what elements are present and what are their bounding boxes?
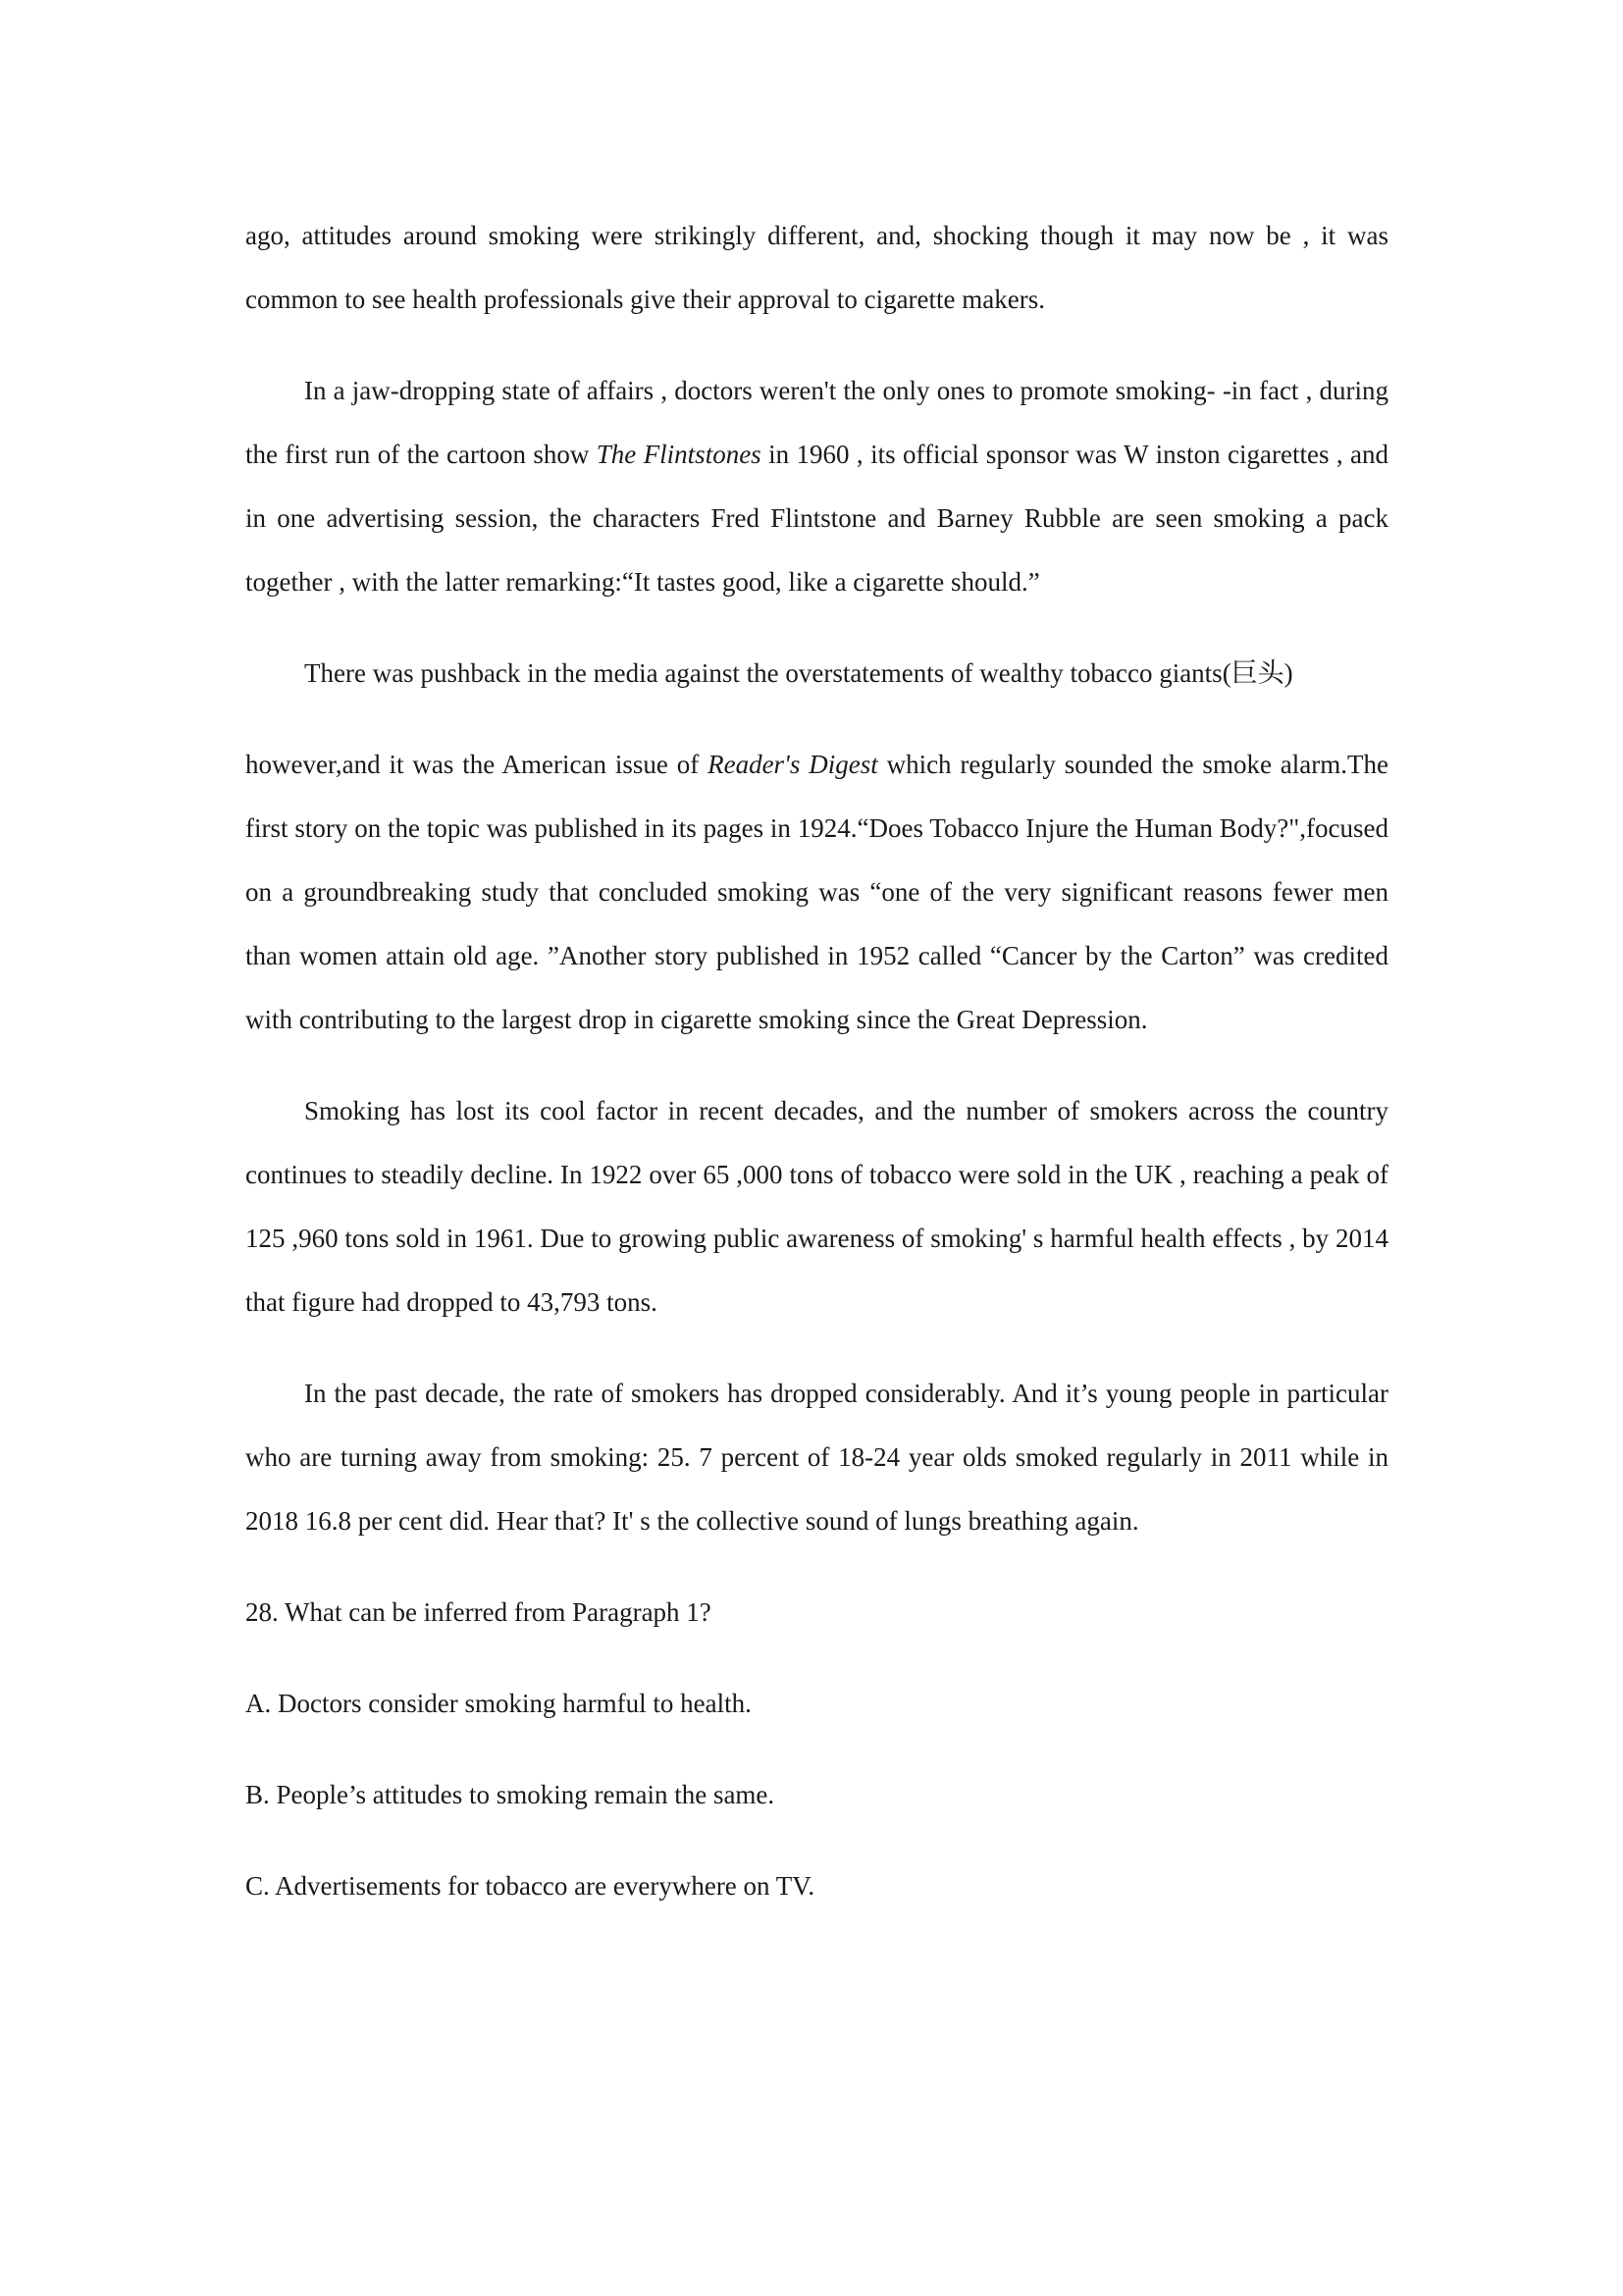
paragraph-1 bbox=[245, 359, 1388, 614]
paragraph-2-first-line: There was pushback in the media against the overstatements of wealthy tobacco giants(巨头) bbox=[304, 658, 1293, 688]
magazine-title: Reader's Digest bbox=[707, 750, 878, 779]
option-a: A. Doctors consider smoking harmful to health. bbox=[245, 1689, 752, 1718]
option-c: C. Advertisements for tobacco are everywhere on TV. bbox=[245, 1871, 815, 1901]
paragraph-2-continuation bbox=[245, 733, 1388, 1052]
paragraph-4: In the past decade, the rate of smokers has dropped considerably. And it’s young people in particular who are turning away from smoking: 25. 7 percent of 18-24 year olds smoked regularly in 2011 while in 2018 16.8 per cent did. Hear that? It' s the collective sound of lungs breathing again. bbox=[245, 1379, 1388, 1536]
document-page bbox=[245, 204, 1388, 1946]
question-stem: 28. What can be inferred from Paragraph 1? bbox=[245, 1597, 711, 1627]
show-title: The Flintstones bbox=[596, 440, 761, 469]
option-b: B. People’s attitudes to smoking remain the same. bbox=[245, 1780, 775, 1809]
paragraph-2-text-b: which regularly sounded the smoke alarm.The first story on the topic was published in its pages in 1924.“Does Tobacco Injure the Human Body?",focused on a groundbreaking study that concluded smoking was “one of the very significant reasons fewer men than women attain old age. ”Another story published in 1952 called “Cancer by the Carton” was credited with contributing to the largest drop in cigarette smoking since the Great Depression. bbox=[245, 750, 1388, 1034]
paragraph-2-text-a: however,and it was the American issue of bbox=[245, 750, 708, 779]
paragraph-1-text-b: in 1960 , its official sponsor was W inston cigarettes , and in one advertising session, the characters Fred Flintstone and Barney Rubble are seen smoking a pack together , with the latter remarking:“It tastes good, like a cigarette should.” bbox=[245, 440, 1388, 597]
paragraph-0: ago, attitudes around smoking were strikingly different, and, shocking though it may now be , it was common to see health professionals give their approval to cigarette makers. bbox=[245, 221, 1388, 314]
paragraph-1-text-a: In a jaw-dropping state of affairs , doctors weren't the only ones to promote smoking- -in fact , during the first run of the cartoon show bbox=[245, 376, 1388, 469]
paragraph-3: Smoking has lost its cool factor in recent decades, and the number of smokers across the country continues to steadily decline. In 1922 over 65 ,000 tons of tobacco were sold in the UK , reaching a peak of 125 ,960 tons sold in 1961. Due to growing public awareness of smoking' s harmful health effects , by 2014 that figure had dropped to 43,793 tons. bbox=[245, 1096, 1388, 1317]
